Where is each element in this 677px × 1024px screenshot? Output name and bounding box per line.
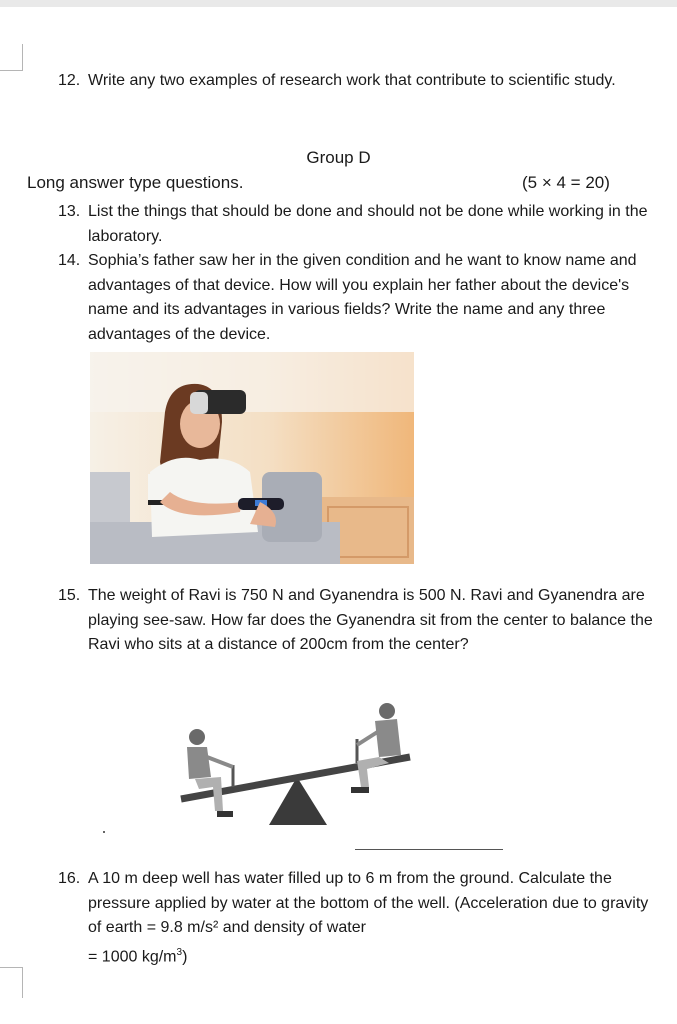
question-text: List the things that should be done and should not be done while working in the laboratory. bbox=[88, 203, 648, 245]
question-16 bbox=[58, 867, 663, 969]
horizontal-rule bbox=[355, 849, 503, 850]
question-text bbox=[88, 867, 663, 969]
question-14 bbox=[58, 249, 663, 347]
section-label: Long answer type questions. bbox=[27, 173, 244, 192]
close-paren: ) bbox=[182, 947, 188, 965]
question-number: 12. bbox=[58, 72, 81, 89]
exponent: 3 bbox=[176, 946, 183, 958]
page-corner-mark bbox=[0, 44, 23, 71]
document-page bbox=[0, 7, 677, 1024]
question-number: 14. bbox=[58, 252, 81, 269]
marks-label: (5 × 4 = 20) bbox=[522, 173, 610, 192]
question-text: Sophia’s father saw her in the given condition and he want to know name and advantages of that device. How will you explain her father about the device's name and its advantages in various fields? Write the name and any three advantages of the device. bbox=[88, 252, 637, 343]
question-text-main: A 10 m deep well has water filled up to 6 m from the ground. Calculate the pressure applied by water at the bottom of the well. (Acceleration due to gravity of earth = 9.8 m/s² and density of water bbox=[88, 870, 649, 936]
density-value: = 1000 kg/m bbox=[88, 947, 177, 965]
vr-headset-photo bbox=[90, 352, 414, 564]
question-12 bbox=[58, 69, 663, 94]
stray-mark bbox=[103, 831, 105, 833]
group-title: Group D bbox=[306, 148, 371, 167]
question-number: 15. bbox=[58, 587, 81, 604]
question-text: Write any two examples of research work that contribute to scientific study. bbox=[88, 72, 616, 89]
question-text: The weight of Ravi is 750 N and Gyanendra is 500 N. Ravi and Gyanendra are playing see-saw. How far does the Gyanendra sit from the center to balance the Ravi who sits at a distance of 200cm from the center? bbox=[88, 587, 653, 653]
question-number: 16. bbox=[58, 870, 81, 887]
seesaw-illustration bbox=[175, 687, 420, 837]
question-15 bbox=[58, 584, 663, 658]
question-13 bbox=[58, 200, 663, 249]
question-number: 13. bbox=[58, 203, 81, 220]
page-corner-mark bbox=[0, 967, 23, 998]
